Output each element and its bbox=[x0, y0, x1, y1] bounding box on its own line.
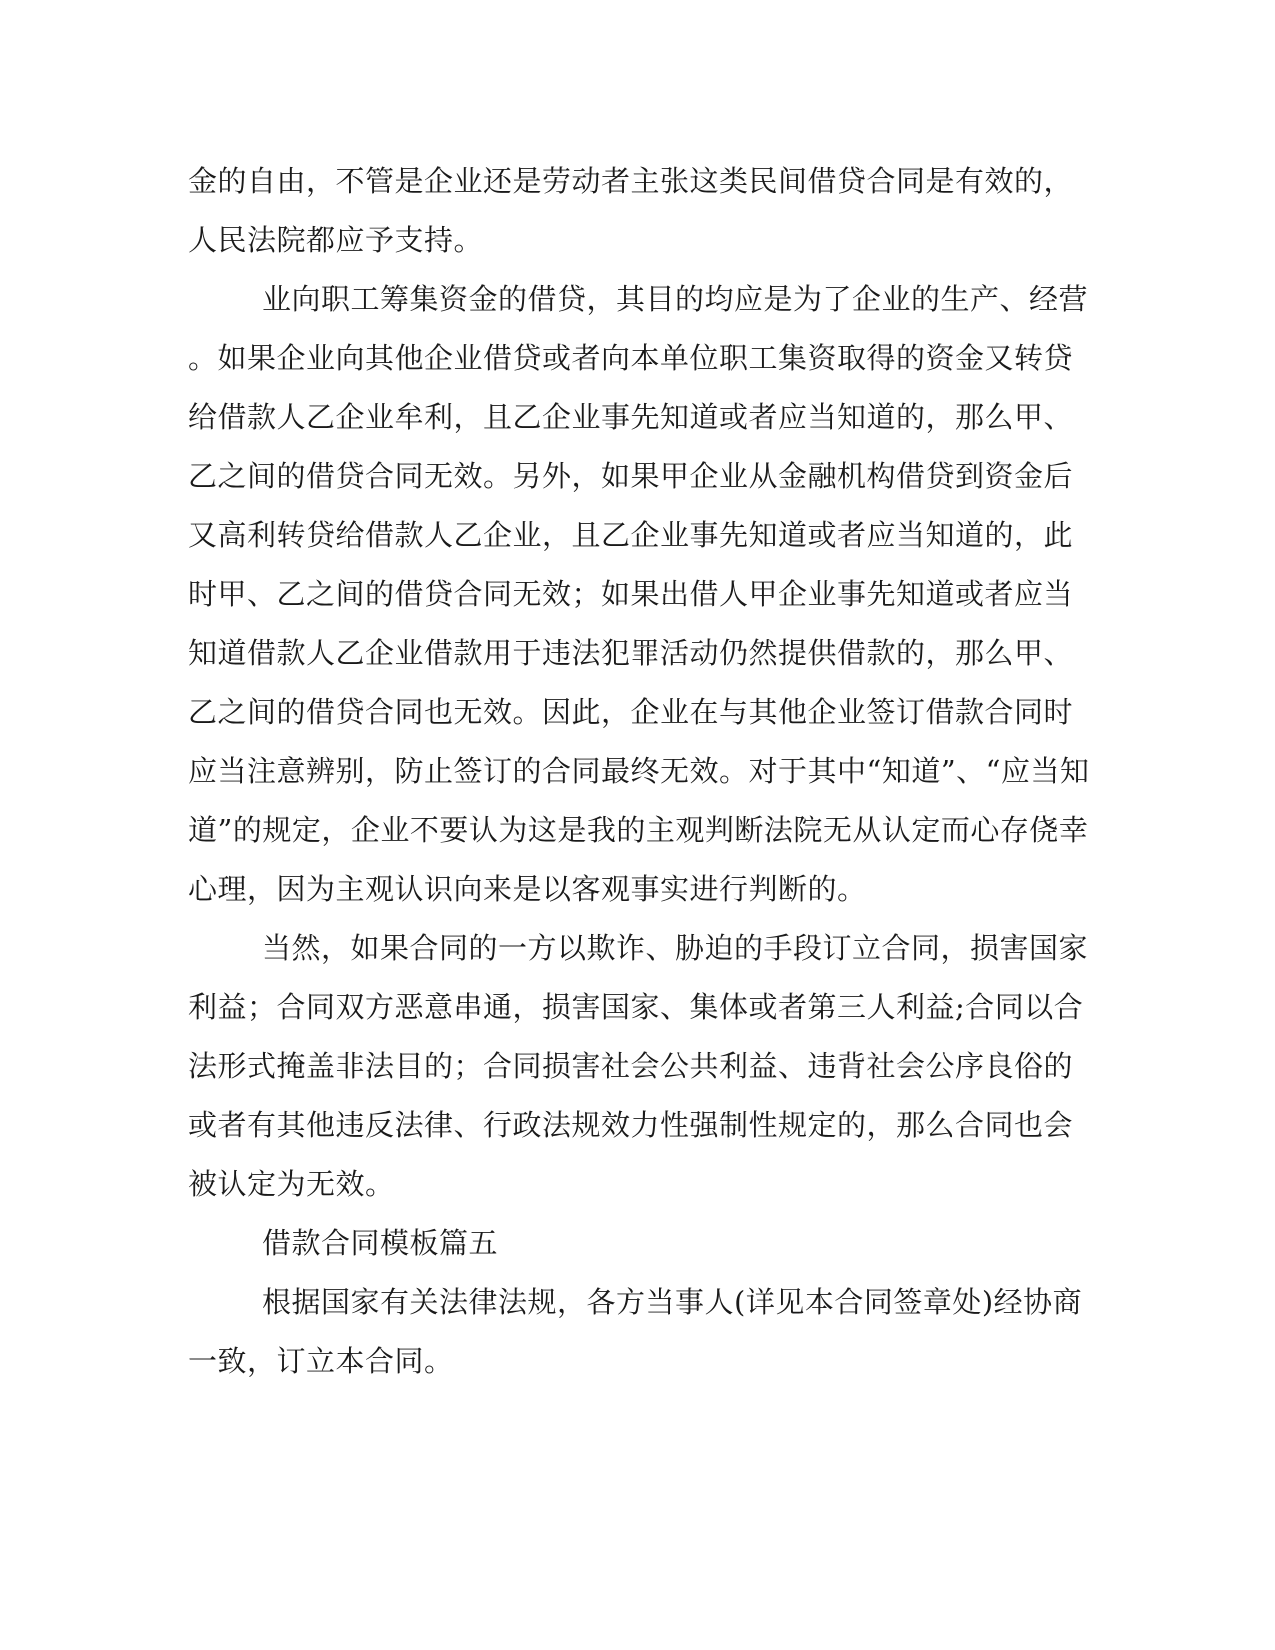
text-line: 道”的规定，企业不要认为这是我的主观判断法院无从认定而心存侥幸 bbox=[188, 813, 1089, 847]
text-line: 金的自由，不管是企业还是劳动者主张这类民间借贷合同是有效的， bbox=[188, 164, 1074, 198]
text-line: 又高利转贷给借款人乙企业，且乙企业事先知道或者应当知道的，此 bbox=[188, 518, 1074, 552]
section-heading: 借款合同模板篇五 bbox=[262, 1226, 499, 1260]
text-line: 人民法院都应予支持。 bbox=[188, 223, 484, 257]
paragraph-start-line: 当然，如果合同的一方以欺诈、胁迫的手段订立合同，损害国家 bbox=[262, 931, 1089, 965]
text-line: 乙之间的借贷合同也无效。因此，企业在与其他企业签订借款合同时 bbox=[188, 695, 1074, 729]
paragraph-start-line: 业向职工筹集资金的借贷，其目的均应是为了企业的生产、经营 bbox=[262, 282, 1089, 316]
text-line: 给借款人乙企业牟利，且乙企业事先知道或者应当知道的，那么甲、 bbox=[188, 400, 1074, 434]
text-line: 或者有其他违反法律、行政法规效力性强制性规定的，那么合同也会 bbox=[188, 1108, 1074, 1142]
text-line: 时甲、乙之间的借贷合同无效；如果出借人甲企业事先知道或者应当 bbox=[188, 577, 1074, 611]
paragraph-start-line: 根据国家有关法律法规，各方当事人(详见本合同签章处)经协商 bbox=[262, 1285, 1083, 1319]
text-line: 法形式掩盖非法目的；合同损害社会公共利益、违背社会公序良俗的 bbox=[188, 1049, 1074, 1083]
text-line: 知道借款人乙企业借款用于违法犯罪活动仍然提供借款的，那么甲、 bbox=[188, 636, 1074, 670]
text-line: 利益；合同双方恶意串通，损害国家、集体或者第三人利益;合同以合 bbox=[188, 990, 1084, 1024]
text-line: 乙之间的借贷合同无效。另外，如果甲企业从金融机构借贷到资金后 bbox=[188, 459, 1074, 493]
text-line: 心理，因为主观认识向来是以客观事实进行判断的。 bbox=[188, 872, 867, 906]
text-line: 被认定为无效。 bbox=[188, 1167, 395, 1201]
text-line: 一致，订立本合同。 bbox=[188, 1344, 454, 1378]
text-line: 应当注意辨别，防止签订的合同最终无效。对于其中“知道”、“应当知 bbox=[188, 754, 1090, 788]
text-line: 。如果企业向其他企业借贷或者向本单位职工集资取得的资金又转贷 bbox=[188, 341, 1074, 375]
